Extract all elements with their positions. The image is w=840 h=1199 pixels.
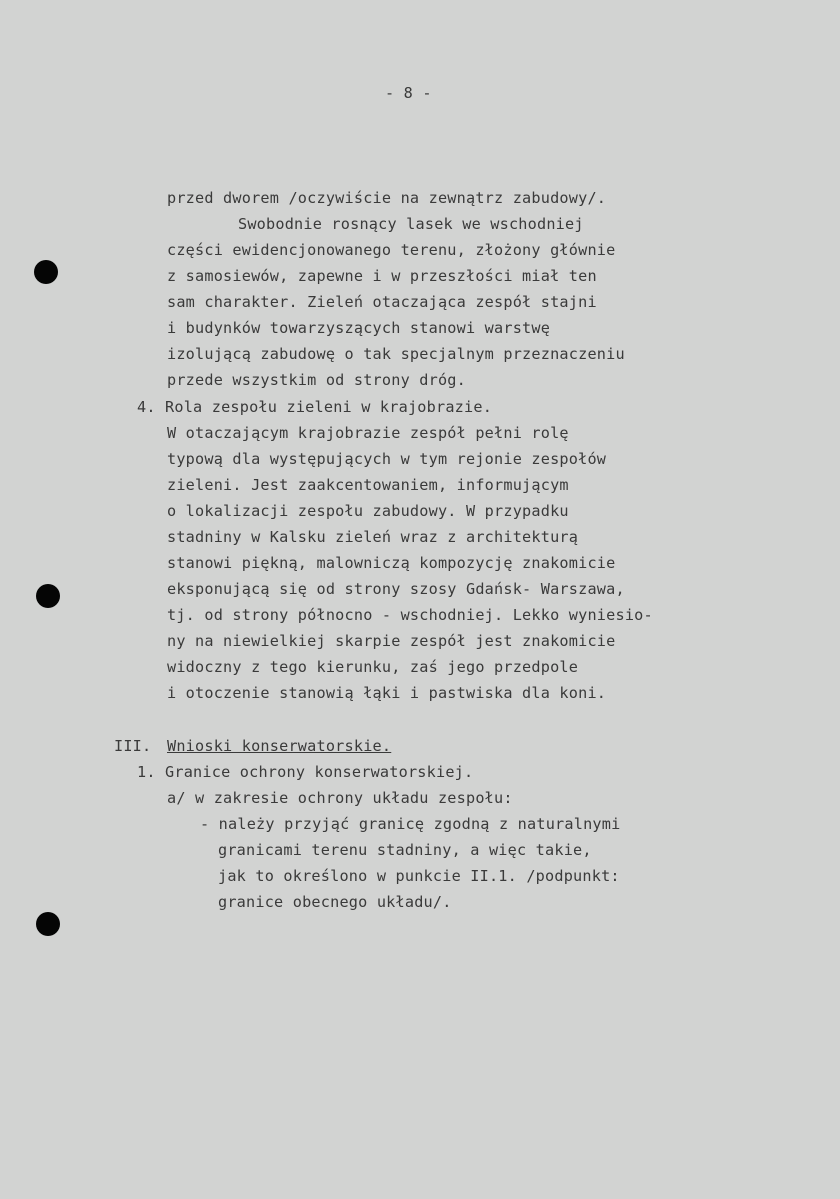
- text-line: granice obecnego układu/.: [218, 893, 452, 911]
- text-line: typową dla występujących w tym rejonie zespołów: [167, 450, 607, 468]
- chapter-heading: Wnioski konserwatorskie.: [167, 737, 392, 755]
- text-line: - należy przyjąć granicę zgodną z naturalnymi: [200, 815, 621, 833]
- text-line: a/ w zakresie ochrony układu zespołu:: [167, 789, 513, 807]
- text-line: granicami terenu stadniny, a więc takie,: [218, 841, 592, 859]
- text-line: Swobodnie rosnący lasek we wschodniej: [238, 215, 584, 233]
- text-line: części ewidencjonowanego terenu, złożony głównie: [167, 241, 616, 259]
- text-line: o lokalizacji zespołu zabudowy. W przypadku: [167, 502, 569, 520]
- punch-hole: [36, 912, 60, 936]
- punch-hole: [34, 260, 58, 284]
- text-line: eksponującą się od strony szosy Gdańsk- Warszawa,: [167, 580, 625, 598]
- page-number: - 8 -: [385, 84, 432, 102]
- punch-hole: [36, 584, 60, 608]
- text-line: stadniny w Kalsku zieleń wraz z architekturą: [167, 528, 579, 546]
- text-line: i budynków towarzyszących stanowi warstwę: [167, 319, 551, 337]
- text-line: sam charakter. Zieleń otaczająca zespół stajni: [167, 293, 597, 311]
- text-line: W otaczającym krajobrazie zespół pełni rolę: [167, 424, 569, 442]
- text-line: ny na niewielkiej skarpie zespół jest znakomicie: [167, 632, 616, 650]
- text-line: przed dworem /oczywiście na zewnątrz zabudowy/.: [167, 189, 607, 207]
- chapter-number: III.: [114, 737, 152, 755]
- subsection-heading: 1. Granice ochrony konserwatorskiej.: [137, 763, 474, 781]
- text-line: widoczny z tego kierunku, zaś jego przedpole: [167, 658, 579, 676]
- text-line: przede wszystkim od strony dróg.: [167, 371, 466, 389]
- section-heading: 4. Rola zespołu zieleni w krajobrazie.: [137, 398, 493, 416]
- text-line: stanowi piękną, malowniczą kompozycję znakomicie: [167, 554, 616, 572]
- text-line: i otoczenie stanowią łąki i pastwiska dla koni.: [167, 684, 607, 702]
- text-line: z samosiewów, zapewne i w przeszłości miał ten: [167, 267, 597, 285]
- text-line: tj. od strony północno - wschodniej. Lekko wyniesio-: [167, 606, 653, 624]
- text-line: jak to określono w punkcie II.1. /podpunkt:: [218, 867, 620, 885]
- text-line: izolującą zabudowę o tak specjalnym przeznaczeniu: [167, 345, 625, 363]
- text-line: zieleni. Jest zaakcentowaniem, informującym: [167, 476, 569, 494]
